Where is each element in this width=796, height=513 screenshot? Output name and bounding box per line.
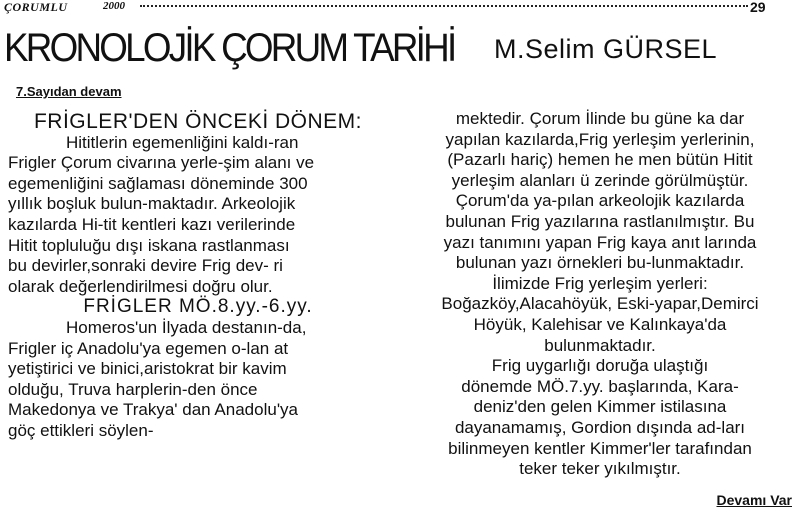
text-line: İlimizde Frig yerleşim yerleri: bbox=[492, 273, 708, 293]
text-line: Frigler iç Anadolu'ya egemen o-lan at bbox=[8, 338, 289, 358]
left-column bbox=[8, 112, 388, 442]
text-line: Boğazköy,Alacahöyük, Eski-yapar,Demirci bbox=[441, 294, 759, 314]
text-line: Frig uygarlığı doruğa ulaştığı bbox=[491, 356, 709, 376]
text-line: bulunmaktadır. bbox=[544, 335, 656, 355]
continued-from-note: 7.Sayıdan devam bbox=[16, 84, 122, 99]
text-line: deniz'den gelen Kimmer istilasına bbox=[473, 397, 727, 417]
text-line: kazılarda Hi-tit kentleri kazı verilerinde bbox=[8, 214, 296, 234]
text-line: bu devirler,sonraki devire Frig dev- ri bbox=[8, 256, 283, 276]
text-line: Hitit topluluğu dışı iskana rastlanması bbox=[8, 235, 290, 255]
page-title: KRONOLOJİK ÇORUM TARİHİ bbox=[4, 26, 455, 70]
section-heading: FRİGLER MÖ.8.yy.-6.yy. bbox=[83, 296, 313, 318]
continues-note: Devamı Var bbox=[716, 492, 792, 508]
text-line: dönemde MÖ.7.yy. başlarında, Kara- bbox=[461, 376, 739, 396]
text-line: yerleşim alanları ü zerinde görülmüştür. bbox=[451, 170, 749, 190]
text-line: bilinmeyen kentler Kimmer'ler tarafından bbox=[448, 438, 752, 458]
text-line: bulunan Frig yazılarına rastlanılmıştır. Bu bbox=[445, 211, 755, 231]
text-line: Homeros'un İlyada destanın-da, bbox=[66, 317, 307, 337]
text-line: bulunan yazı örnekleri bu-lunmaktadır. bbox=[455, 253, 745, 273]
text-line: mektedir. Çorum İlinde bu güne ka dar bbox=[455, 109, 745, 128]
header-brand: ÇORUMLU bbox=[4, 0, 68, 14]
text-line: yetiştirici ve binici,aristokrat bir kavim bbox=[8, 359, 287, 379]
text-line: Çorum'da ya-pılan arkeolojik kazılarda bbox=[455, 191, 745, 211]
text-line: olarak değerlendirilmesi doğru olur. bbox=[8, 276, 273, 296]
text-line: dayanamamış, Gordion dışında ad-ları bbox=[454, 417, 746, 437]
section-heading: FRİGLER'DEN ÖNCEKİ DÖNEM: bbox=[33, 110, 363, 133]
header-year: 2000 bbox=[103, 0, 125, 12]
text-line: olduğu, Truva harplerin-den önce bbox=[8, 379, 258, 399]
right-column bbox=[408, 109, 792, 480]
text-line: teker teker yıkılmıştır. bbox=[519, 459, 681, 479]
text-line: yazı tanımını yapan Frig kaya anıt larında bbox=[443, 232, 757, 252]
text-line: göç ettikleri söylen- bbox=[8, 420, 154, 440]
text-line: Frigler Çorum civarına yerle-şim alanı ve bbox=[8, 153, 315, 173]
text-line: Höyük, Kalehisar ve Kalınkaya'da bbox=[473, 314, 727, 334]
header-rule bbox=[140, 5, 748, 7]
page-number: 29 bbox=[750, 0, 766, 15]
author-name: M.Selim GÜRSEL bbox=[494, 34, 718, 64]
text-line: yıllık boşluk bulun-maktadır. Arkeolojik bbox=[8, 194, 296, 214]
text-line: (Pazarlı hariç) hemen he men bütün Hitit bbox=[447, 150, 753, 170]
text-line: egemenliğini sağlaması döneminde 300 bbox=[8, 173, 308, 193]
text-line: Hititlerin egemenliğini kaldı-ran bbox=[66, 132, 299, 152]
text-line: Makedonya ve Trakya' dan Anadolu'ya bbox=[8, 400, 299, 420]
text-line: yapılan kazılarda,Frig yerleşim yerlerinin, bbox=[445, 129, 755, 149]
